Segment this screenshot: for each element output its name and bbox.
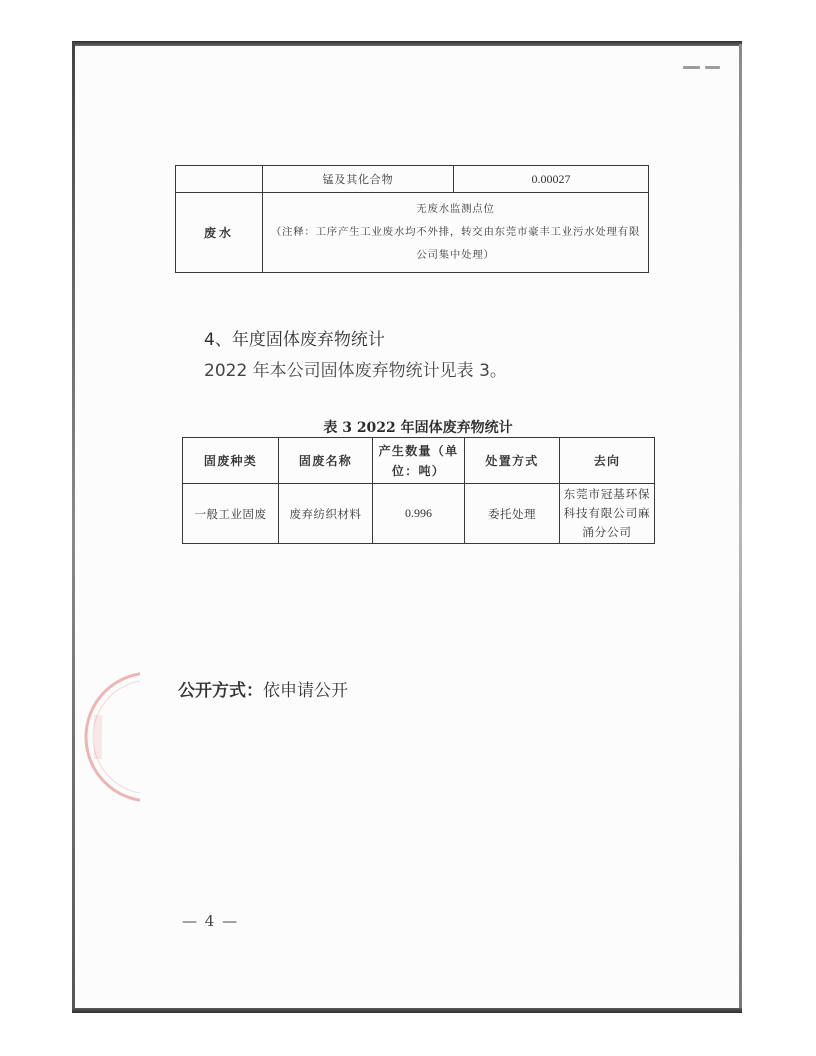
solid-waste-table <box>182 437 655 544</box>
cell-waste-type: 一般工业固废 <box>183 484 279 544</box>
cell-quantity: 0.996 <box>373 484 465 544</box>
monitoring-status: 无废水监测点位 <box>416 203 495 215</box>
table-caption: 表 3 2022 年固体废弃物统计 <box>323 420 513 436</box>
disclosure-value: 依申请公开 <box>263 681 348 701</box>
disclosure-label: 公开方式： <box>178 681 263 701</box>
wastewater-label-cell: 废水 <box>176 193 263 273</box>
pollutant-name-cell: 锰及其化合物 <box>263 166 454 193</box>
table-cell-empty <box>176 166 263 193</box>
column-header-quantity: 产生数量（单位：吨） <box>373 438 465 484</box>
table-row <box>176 166 649 193</box>
wastewater-note: （注释：工序产生工业废水均不外排，转交由东莞市豪丰工业污水处理有限公司集中处理） <box>270 226 641 261</box>
official-seal <box>80 670 140 805</box>
wastewater-table <box>175 165 649 273</box>
scan-edge-top <box>72 41 742 46</box>
column-header-waste-name: 固废名称 <box>279 438 373 484</box>
scan-edge-bottom <box>72 1008 742 1013</box>
pollutant-value-cell: 0.00027 <box>454 166 649 193</box>
page-number: — 4 — <box>182 912 239 930</box>
scan-edge-left <box>72 44 75 1012</box>
section-heading: 4、年度固体废弃物统计 <box>204 330 385 350</box>
column-header-waste-type: 固废种类 <box>183 438 279 484</box>
scan-edge-right <box>739 44 742 1012</box>
column-header-destination: 去向 <box>560 438 655 484</box>
cell-disposal: 委托处理 <box>465 484 560 544</box>
cell-waste-name: 废弃纺织材料 <box>279 484 373 544</box>
section-intro: 2022 年本公司固体废弃物统计见表 3。 <box>204 361 507 381</box>
scan-artifact-mark <box>683 66 700 69</box>
wastewater-monitoring-cell <box>263 193 649 273</box>
table-row <box>176 193 649 273</box>
scan-artifact-mark <box>705 66 720 69</box>
cell-destination: 东莞市冠基环保科技有限公司麻涌分公司 <box>560 484 655 544</box>
column-header-disposal: 处置方式 <box>465 438 560 484</box>
table-header-row <box>183 438 655 484</box>
disclosure-line <box>178 680 348 702</box>
table-row <box>183 484 655 544</box>
